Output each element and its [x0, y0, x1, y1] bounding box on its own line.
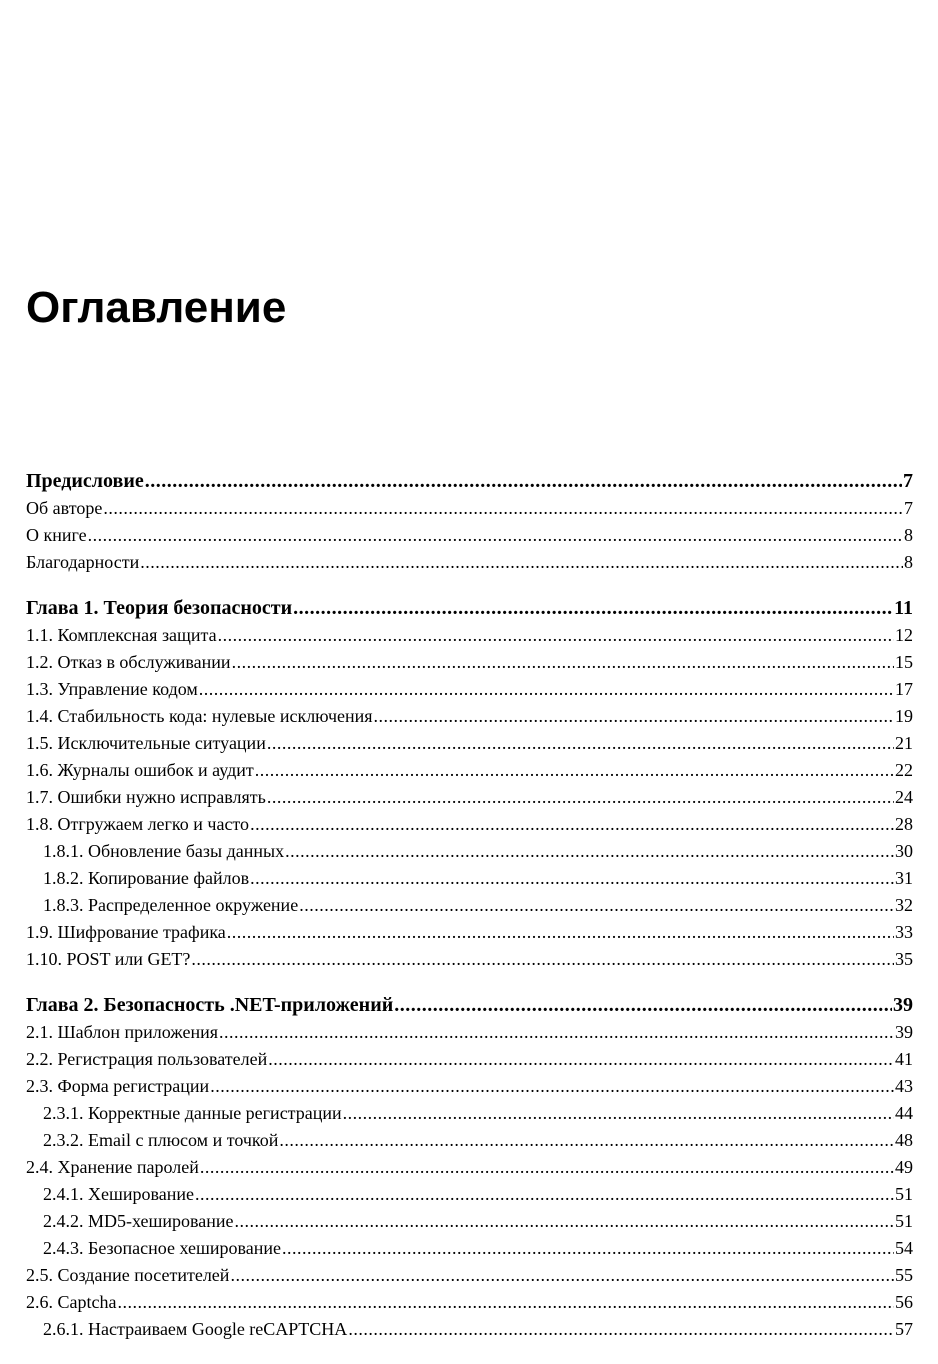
toc-page-number: 22 [895, 760, 913, 780]
toc-entry-title: 1.7. Ошибки нужно исправлять [26, 787, 266, 807]
toc-entry[interactable] [26, 946, 913, 973]
dot-leader [394, 992, 892, 1019]
toc-entry[interactable] [26, 1262, 913, 1289]
dot-leader [219, 1019, 894, 1046]
toc-page-number: 30 [895, 841, 913, 861]
toc-page-number: 12 [895, 625, 913, 645]
toc-entry[interactable] [26, 676, 913, 703]
toc-entry-title: 1.2. Отказ в обслуживании [26, 652, 231, 672]
toc-entry-title: Благодарности [26, 552, 140, 572]
toc-page-number: 39 [893, 994, 913, 1016]
toc-page-number: 8 [904, 552, 913, 572]
toc-page-number: 49 [895, 1157, 913, 1177]
dot-leader [279, 1127, 894, 1154]
toc-entry[interactable] [26, 522, 913, 549]
toc-entry-title: Глава 1. Теория безопасности [26, 597, 293, 619]
toc-entry[interactable] [26, 865, 913, 892]
dot-leader [348, 1316, 894, 1343]
toc-chapter-entry[interactable] [26, 468, 913, 495]
toc-page-number: 17 [895, 679, 913, 699]
toc-entry[interactable] [26, 811, 913, 838]
toc-page-number: 31 [895, 868, 913, 888]
toc-page-number: 56 [895, 1292, 913, 1312]
dot-leader [299, 892, 894, 919]
dot-leader [218, 622, 894, 649]
toc-entry-title: 2.4.1. Хеширование [43, 1184, 194, 1204]
toc-section-preface [26, 468, 913, 576]
toc-entry-title: 1.8.2. Копирование файлов [43, 868, 250, 888]
toc-page-number: 28 [895, 814, 913, 834]
toc-page-number: 7 [903, 470, 913, 492]
toc-page-number: 15 [895, 652, 913, 672]
dot-leader [117, 1289, 894, 1316]
toc-entry[interactable] [26, 1127, 913, 1154]
table-of-contents [26, 468, 913, 1362]
toc-page-number: 24 [895, 787, 913, 807]
dot-leader [195, 1181, 894, 1208]
toc-chapter-entry[interactable] [26, 992, 913, 1019]
dot-leader [145, 468, 902, 495]
toc-entry[interactable] [26, 838, 913, 865]
toc-page-number: 7 [904, 498, 913, 518]
toc-entry-title: 1.8.3. Распределенное окружение [43, 895, 299, 915]
toc-page-number: 48 [895, 1130, 913, 1150]
toc-entry-title: Глава 2. Безопасность .NET-приложений [26, 994, 394, 1016]
toc-entry-title: 2.3. Форма регистрации [26, 1076, 210, 1096]
toc-entry[interactable] [26, 784, 913, 811]
toc-entry[interactable] [26, 495, 913, 522]
toc-entry[interactable] [26, 1289, 913, 1316]
toc-page-number: 51 [895, 1184, 913, 1204]
toc-entry[interactable] [26, 757, 913, 784]
toc-entry-title: 2.2. Регистрация пользователей [26, 1049, 268, 1069]
dot-leader [200, 1154, 894, 1181]
dot-leader [227, 919, 894, 946]
toc-entry-title: Предисловие [26, 470, 144, 492]
dot-leader [191, 946, 894, 973]
toc-entry-title: О книге [26, 525, 87, 545]
page-title: Оглавление [26, 283, 287, 332]
toc-entry-title: 1.3. Управление кодом [26, 679, 198, 699]
toc-entry-title: 1.9. Шифрование трафика [26, 922, 226, 942]
dot-leader [210, 1073, 894, 1100]
toc-page-number: 33 [895, 922, 913, 942]
toc-entry-title: 2.3.1. Корректные данные регистрации [43, 1103, 342, 1123]
toc-page-number: 8 [904, 525, 913, 545]
toc-page-number: 43 [895, 1076, 913, 1096]
dot-leader [255, 757, 894, 784]
toc-page-number: 32 [895, 895, 913, 915]
dot-leader [250, 811, 894, 838]
dot-leader [235, 1208, 894, 1235]
toc-entry[interactable] [26, 919, 913, 946]
toc-entry-title: 1.5. Исключительные ситуации [26, 733, 266, 753]
toc-entry-title: 2.5. Создание посетителей [26, 1265, 230, 1285]
dot-leader [293, 595, 893, 622]
toc-entry[interactable] [26, 730, 913, 757]
toc-section-chapter-2 [26, 992, 913, 1343]
toc-entry[interactable] [26, 622, 913, 649]
toc-page-number: 39 [895, 1022, 913, 1042]
dot-leader [250, 865, 894, 892]
dot-leader [268, 1046, 894, 1073]
dot-leader [343, 1100, 894, 1127]
dot-leader [285, 838, 894, 865]
toc-entry[interactable] [26, 1019, 913, 1046]
toc-entry[interactable] [26, 649, 913, 676]
toc-entry-title: 2.3.2. Email с плюсом и точкой [43, 1130, 279, 1150]
toc-entry[interactable] [26, 1316, 913, 1343]
toc-entry[interactable] [26, 1181, 913, 1208]
dot-leader [232, 649, 894, 676]
toc-entry-title: 1.1. Комплексная защита [26, 625, 217, 645]
toc-entry-title: 2.1. Шаблон приложения [26, 1022, 219, 1042]
toc-entry[interactable] [26, 892, 913, 919]
toc-entry-title: 1.8.1. Обновление базы данных [43, 841, 285, 861]
toc-page-number: 57 [895, 1319, 913, 1339]
dot-leader [282, 1235, 894, 1262]
toc-entry[interactable] [26, 549, 913, 576]
toc-page-number: 11 [894, 597, 913, 619]
dot-leader [267, 730, 894, 757]
toc-entry-title: 2.4.2. MD5-хеширование [43, 1211, 234, 1231]
toc-entry-title: 2.6. Captcha [26, 1292, 117, 1312]
dot-leader [88, 522, 903, 549]
toc-entry[interactable] [26, 1073, 913, 1100]
dot-leader [140, 549, 903, 576]
toc-page-number: 19 [895, 706, 913, 726]
toc-entry[interactable] [26, 1208, 913, 1235]
toc-entry[interactable] [26, 1154, 913, 1181]
toc-entry-title: 1.10. POST или GET? [26, 949, 191, 969]
toc-entry[interactable] [26, 703, 913, 730]
dot-leader [374, 703, 894, 730]
toc-page-number: 54 [895, 1238, 913, 1258]
toc-section-chapter-1 [26, 595, 913, 973]
dot-leader [267, 784, 894, 811]
toc-page-number: 51 [895, 1211, 913, 1231]
toc-entry[interactable] [26, 1046, 913, 1073]
toc-entry-title: 2.4.3. Безопасное хеширование [43, 1238, 282, 1258]
dot-leader [199, 676, 894, 703]
toc-page-number: 44 [895, 1103, 913, 1123]
toc-entry-title: 2.6.1. Настраиваем Google reCAPTCHA [43, 1319, 348, 1339]
toc-entry-title: Об авторе [26, 498, 103, 518]
toc-entry-title: 2.4. Хранение паролей [26, 1157, 199, 1177]
dot-leader [230, 1262, 894, 1289]
toc-page-number: 55 [895, 1265, 913, 1285]
toc-chapter-entry[interactable] [26, 595, 913, 622]
toc-page-number: 41 [895, 1049, 913, 1069]
toc-entry[interactable] [26, 1235, 913, 1262]
dot-leader [103, 495, 903, 522]
toc-page-number: 35 [895, 949, 913, 969]
toc-entry-title: 1.8. Отгружаем легко и часто [26, 814, 250, 834]
toc-entry[interactable] [26, 1100, 913, 1127]
toc-entry-title: 1.4. Стабильность кода: нулевые исключения [26, 706, 373, 726]
toc-entry-title: 1.6. Журналы ошибок и аудит [26, 760, 254, 780]
toc-page-number: 21 [895, 733, 913, 753]
